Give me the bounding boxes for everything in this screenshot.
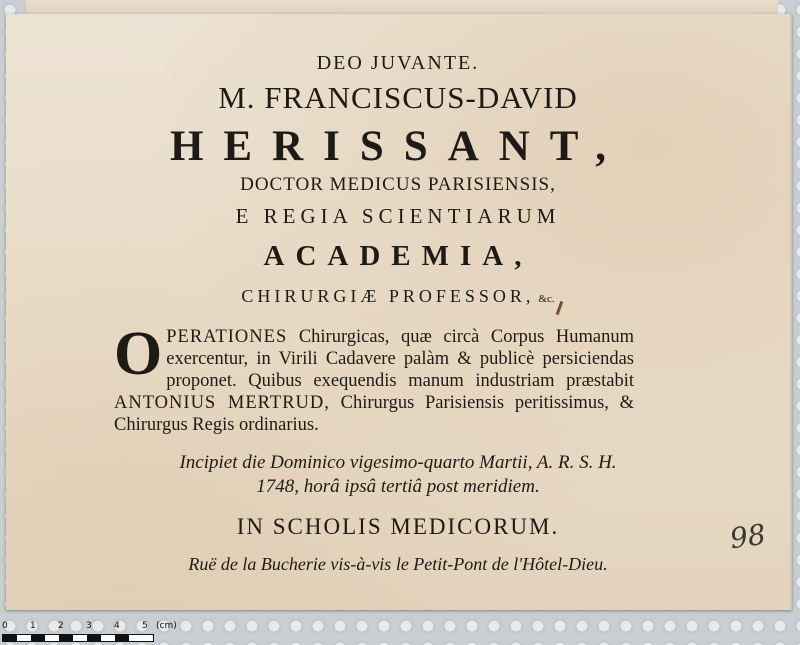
scale-label-unit: (cm) xyxy=(156,621,177,631)
cm-scale-bar xyxy=(0,620,800,645)
scale-label-2: 2 xyxy=(58,621,64,631)
scale-label-3: 3 xyxy=(86,621,92,631)
etc-abbreviation: &c. xyxy=(538,293,555,305)
scale-label-0: 0 xyxy=(2,621,8,631)
heading-deo-juvante: DEO JUVANTE. xyxy=(316,52,480,74)
body-paragraph xyxy=(114,320,634,436)
date-line-1: Incipiet die Dominico vigesimo-quarto Martii, A. R. S. H. xyxy=(179,452,617,473)
scale-segment xyxy=(31,635,45,641)
heading-doctor-title: DOCTOR MEDICUS PARISIENSIS, xyxy=(240,174,556,195)
scale-bar-graphic xyxy=(2,634,154,642)
scale-segment xyxy=(3,635,17,641)
heading-author-surname: HERISSANT, xyxy=(169,123,627,170)
scale-label-4: 4 xyxy=(114,621,120,631)
location-heading: IN SCHOLIS MEDICORUM. xyxy=(236,514,560,539)
scale-label-1: 1 xyxy=(30,621,36,631)
heading-author-given-names: M. FRANCISCUS-DAVID xyxy=(218,80,578,115)
para-text-2: Chirurgus Parisiensis peritissimus, & Chirurgus Regis ordinarius. xyxy=(114,393,634,435)
scale-segment xyxy=(115,635,129,641)
scale-segment xyxy=(59,635,73,641)
para-text-1: Chirurgicas, quæ circà Corpus Humanum exercentur, in Virili Cadavere palàm & publicè persiciendas proponet. Quibus exequendis manum industriam præstabit xyxy=(166,327,634,391)
professor-title: CHIRURGIÆ PROFESSOR, xyxy=(241,286,535,306)
drop-cap: O xyxy=(114,320,163,388)
document-page xyxy=(6,14,792,610)
para-caps-operationes: PERATIONES xyxy=(166,327,288,347)
scale-label-5: 5 xyxy=(142,621,148,631)
scale-segment xyxy=(87,635,101,641)
date-line-2: 1748, horâ ipsâ tertiâ post meridiem. xyxy=(256,476,540,497)
address-line: Ruë de la Bucherie vis-à-vis le Petit-Pont de l'Hôtel-Dieu. xyxy=(188,554,608,574)
heading-academia: ACADEMIA, xyxy=(263,240,533,272)
heading-regia: E REGIA SCIENTIARUM xyxy=(235,204,561,228)
para-caps-name: ANTONIUS MERTRUD, xyxy=(114,393,330,413)
handwritten-number: 98 xyxy=(727,517,768,556)
heading-professor xyxy=(6,286,790,307)
